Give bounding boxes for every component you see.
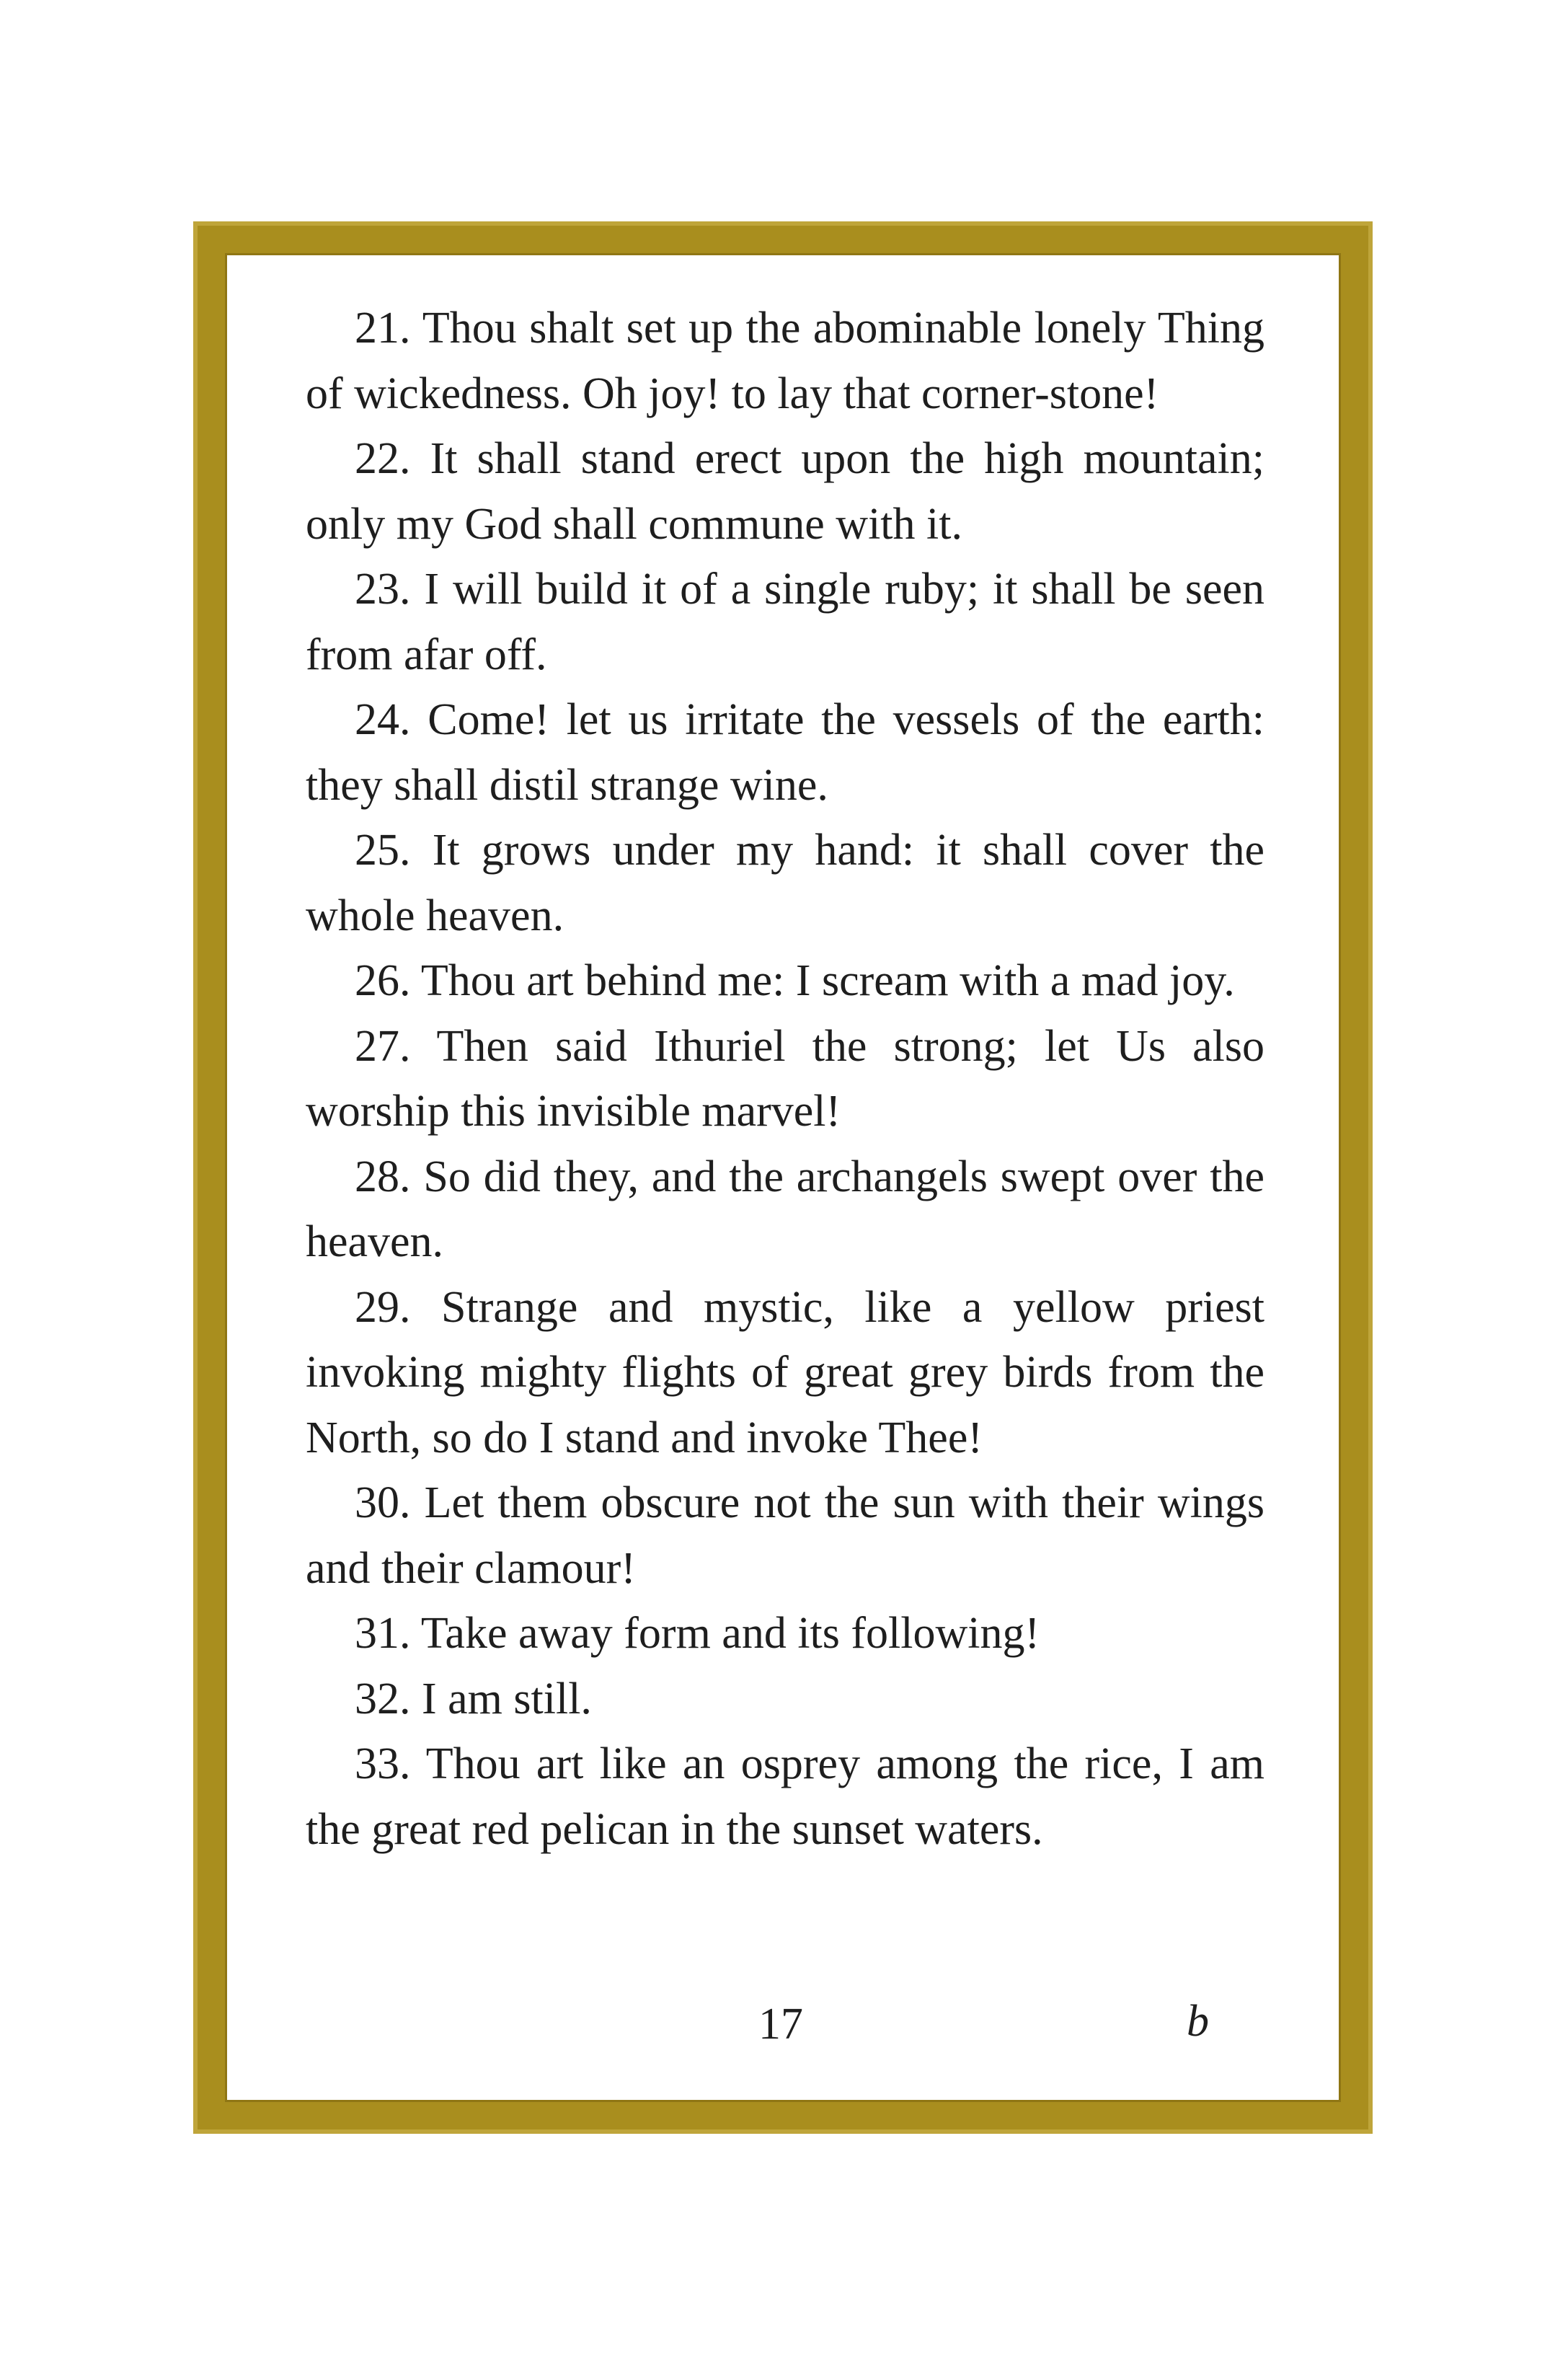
verse-24 [306, 687, 1264, 818]
verse-22 [306, 426, 1264, 557]
verse-31 [306, 1601, 1264, 1666]
verse-text: Thou art behind me: I scream with a mad joy. [420, 956, 1235, 1005]
verse-number: 22. [355, 434, 411, 483]
verse-27 [306, 1014, 1264, 1144]
verse-number: 31. [355, 1609, 411, 1658]
verse-number: 26. [355, 956, 411, 1005]
verse-21 [306, 296, 1264, 426]
verse-text: Let them obscure not the sun with their wings and their clamour! [306, 1478, 1265, 1593]
verse-number: 33. [355, 1739, 411, 1788]
verse-32 [306, 1666, 1264, 1732]
verse-number: 30. [355, 1478, 411, 1527]
verse-23 [306, 557, 1264, 687]
verse-text: I will build it of a single ruby; it shall be seen from afar off. [306, 565, 1265, 679]
verse-number: 32. [355, 1674, 411, 1723]
verse-text: Come! let us irritate the vessels of the earth: they shall distil strange wine. [306, 695, 1265, 810]
signature-mark: b [1187, 1997, 1209, 2046]
verse-text: So did they, and the archangels swept over the heaven. [306, 1152, 1264, 1266]
verse-number: 21. [355, 304, 411, 353]
verse-number: 27. [355, 1021, 411, 1071]
verse-text: It shall stand erect upon the high mountain; only my God shall commune with it. [306, 434, 1264, 549]
verse-text: Then said Ithuriel the strong; let Us also worship this invisible marvel! [306, 1021, 1264, 1136]
verse-text: Thou art like an osprey among the rice, I am the great red pelican in the sunset waters. [306, 1739, 1264, 1854]
verse-number: 29. [355, 1282, 411, 1332]
verse-number: 25. [355, 826, 411, 875]
verse-text: Strange and mystic, like a yellow priest invoking mighty flights of great grey birds from the North, so do I stand and invoke Thee! [306, 1282, 1264, 1462]
verse-text: I am still. [422, 1674, 592, 1723]
verse-number: 28. [355, 1152, 411, 1201]
verse-text: Thou shalt set up the abominable lonely Thing of wickedness. Oh joy! to lay that corner-stone! [306, 304, 1265, 418]
verse-29 [306, 1275, 1264, 1471]
verse-26 [306, 948, 1264, 1014]
verse-list [306, 296, 1264, 1862]
verse-text: Take away form and its following! [420, 1609, 1040, 1658]
verse-text: It grows under my hand: it shall cover the whole heaven. [306, 826, 1264, 940]
page-number: 17 [758, 2000, 803, 2049]
verse-28 [306, 1144, 1264, 1275]
verse-number: 24. [355, 695, 411, 744]
verse-number: 23. [355, 565, 411, 614]
verse-30 [306, 1470, 1264, 1601]
verse-33 [306, 1731, 1264, 1862]
verse-25 [306, 818, 1264, 948]
